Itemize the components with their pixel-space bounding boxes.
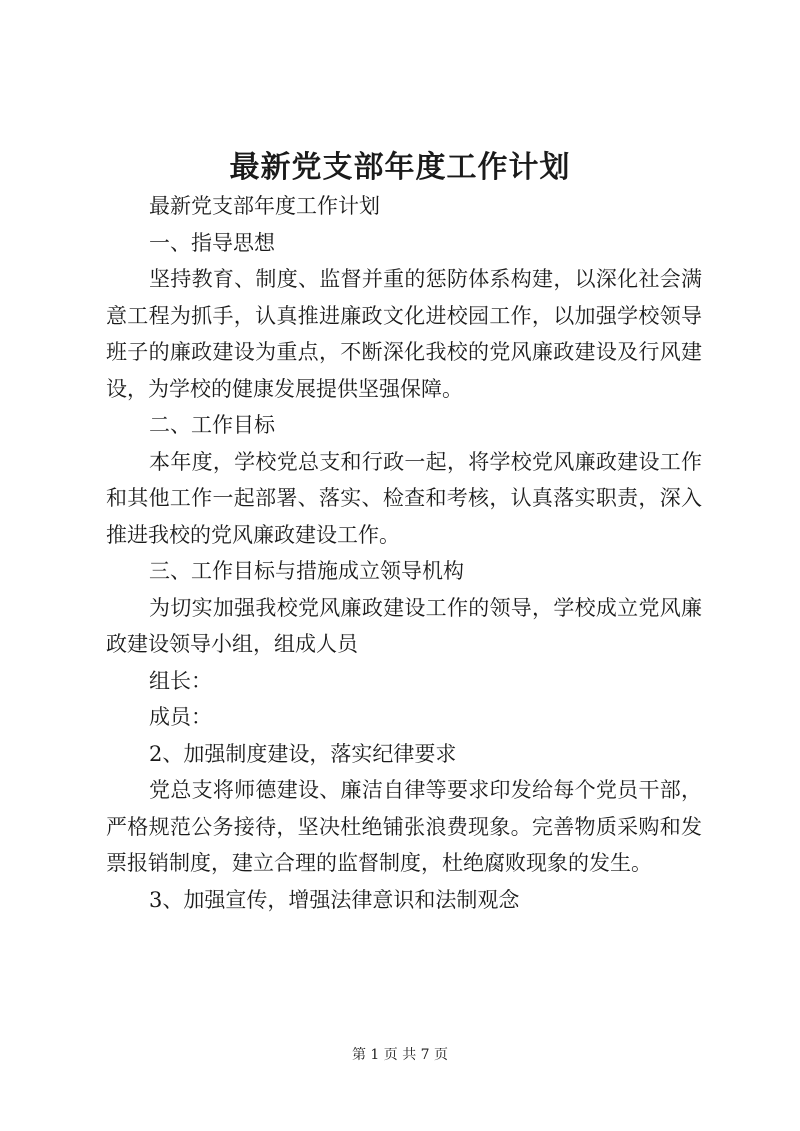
document-body: [106, 188, 702, 918]
paragraph-guiding-ideology: 坚持教育、制度、监督并重的惩防体系构建，以深化社会满意工程为抓手，认真推进廉政文化进校园工作，以加强学校领导班子的廉政建设为重点，不断深化我校的党风廉政建设及行风建设，为学校的健康发展提供坚强保障。: [106, 267, 702, 401]
paragraph-system-building: 党总支将师德建设、廉洁自律等要求印发给每个党员干部，严格规范公务接待，坚决杜绝铺张浪费现象。完善物质采购和发票报销制度，建立合理的监督制度，杜绝腐败现象的发生。: [106, 778, 702, 875]
paragraph-subtitle: 最新党支部年度工作计划: [149, 194, 381, 218]
heading-guiding-ideology: 一、指导思想: [149, 230, 276, 255]
heading-system-building: 2、加强制度建设，落实纪律要求: [149, 741, 457, 766]
heading-work-goals: 二、工作目标: [149, 413, 276, 437]
paragraph-work-goals: 本年度，学校党总支和行政一起，将学校党风廉政建设工作和其他工作一起部署、落实、检查和考核，认真落实职责，深入推进我校的党风廉政建设工作。: [106, 449, 702, 547]
document-title: 最新党支部年度工作计划: [229, 150, 571, 185]
page-number: 第 1 页 共 7 页: [351, 1047, 449, 1063]
paragraph-measures: 为切实加强我校党风廉政建设工作的领导，学校成立党风廉政建设领导小组，组成人员: [106, 595, 702, 656]
heading-publicity: 3、加强宣传，增强法律意识和法制观念: [149, 887, 520, 912]
paragraph-leader: 组长：: [149, 668, 213, 693]
heading-measures: 三、工作目标与措施成立领导机构: [149, 559, 465, 583]
paragraph-members: 成员：: [149, 705, 213, 729]
